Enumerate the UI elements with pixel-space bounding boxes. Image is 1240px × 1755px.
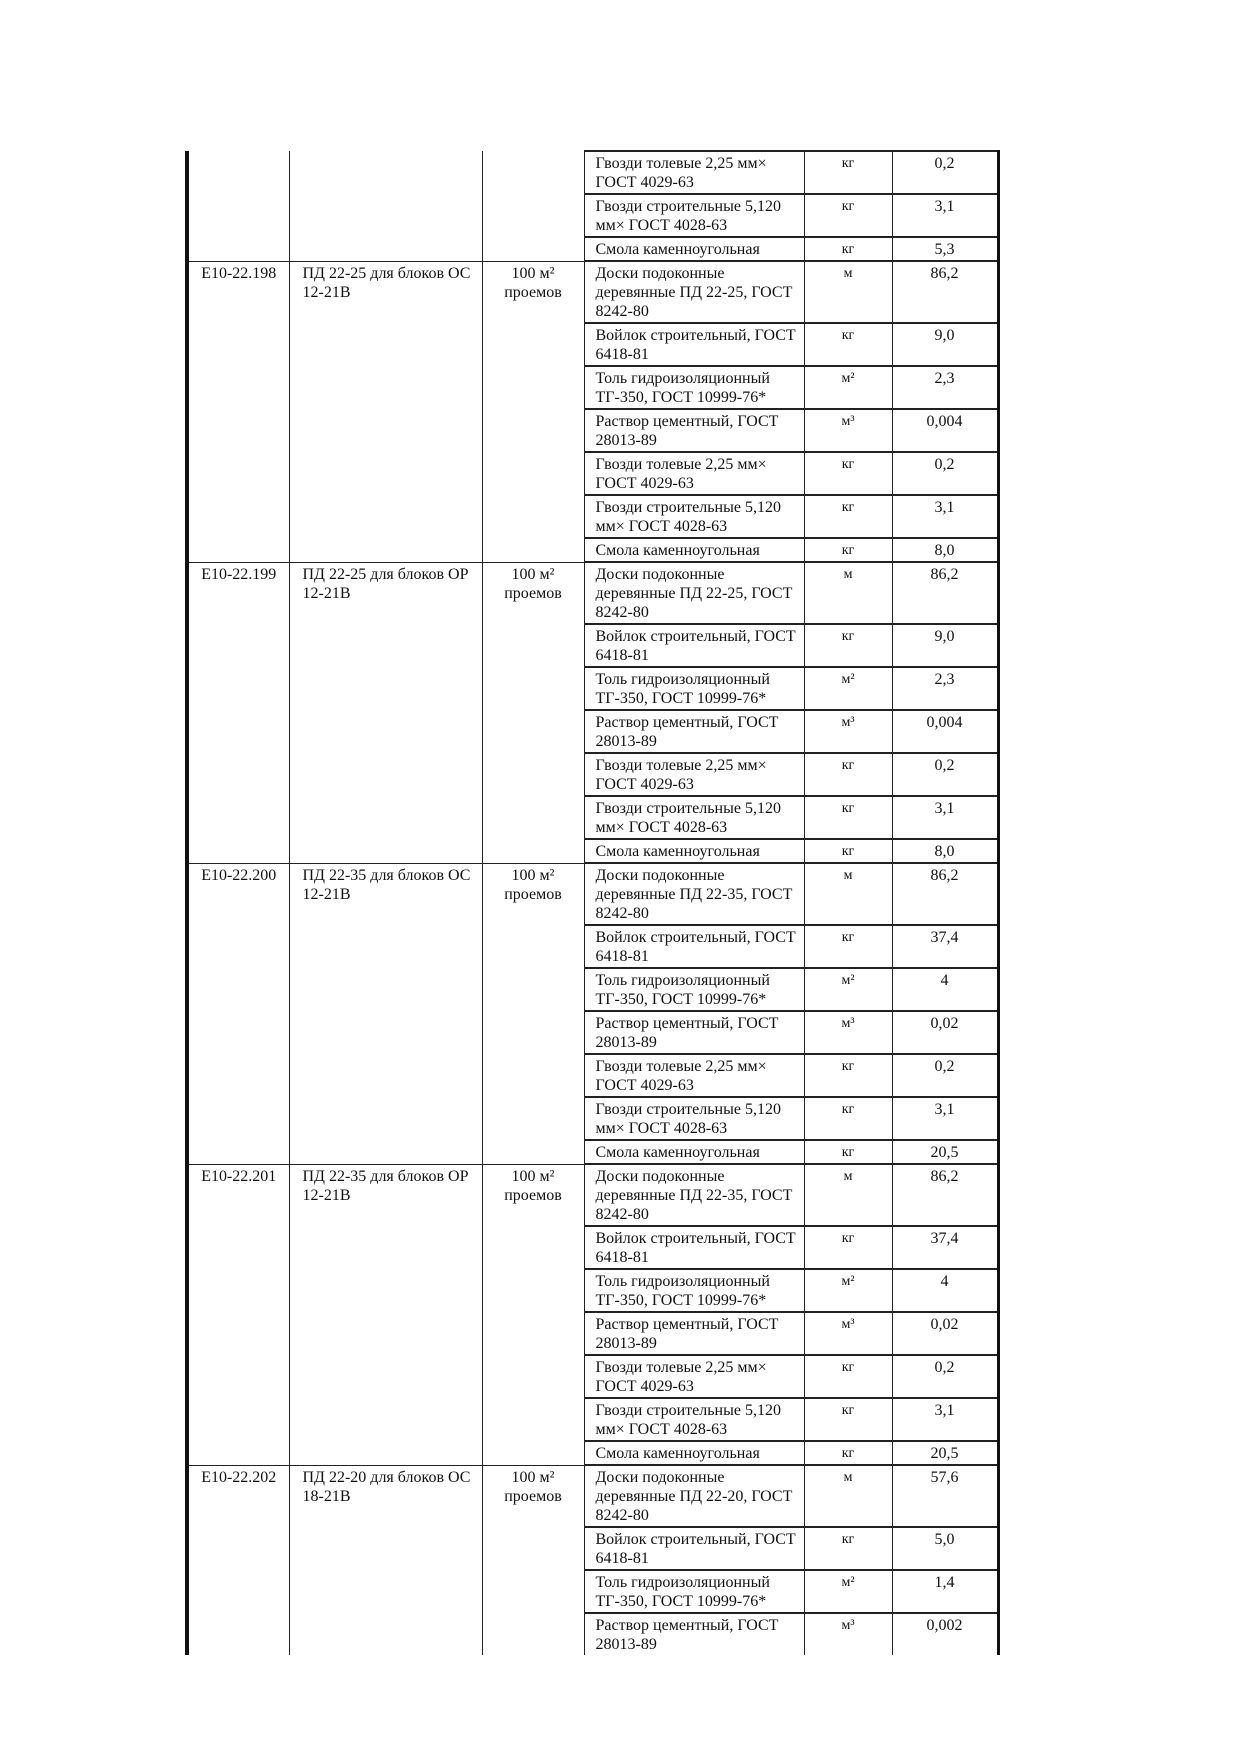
work-name-cell: [289, 1140, 482, 1164]
measure-unit-cell: [482, 753, 584, 796]
table-row: [187, 1226, 998, 1269]
material-qty-cell: 9,0: [892, 323, 998, 366]
material-name-cell: Раствор цементный, ГОСТ 28013-89: [584, 1312, 804, 1355]
table-body: [187, 151, 998, 1655]
table-row: [187, 710, 998, 753]
material-qty-cell: 3,1: [892, 1398, 998, 1441]
material-qty-cell: 86,2: [892, 261, 998, 323]
norm-code-cell: [187, 1527, 289, 1570]
material-unit-cell: м³: [804, 1613, 892, 1655]
table-row: [187, 1054, 998, 1097]
material-qty-cell: 2,3: [892, 667, 998, 710]
measure-unit-cell: [482, 1355, 584, 1398]
material-qty-cell: 0,2: [892, 1355, 998, 1398]
material-unit-cell: м³: [804, 409, 892, 452]
material-qty-cell: 8,0: [892, 538, 998, 562]
material-name-cell: Толь гидроизоляционный ТГ-350, ГОСТ 10999-76*: [584, 667, 804, 710]
material-name-cell: Раствор цементный, ГОСТ 28013-89: [584, 409, 804, 452]
material-unit-cell: кг: [804, 839, 892, 863]
work-name-cell: [289, 1226, 482, 1269]
work-name-cell: [289, 753, 482, 796]
norm-code-cell: [187, 624, 289, 667]
norm-code-cell: [187, 1054, 289, 1097]
work-name-cell: [289, 495, 482, 538]
measure-unit-cell: [482, 151, 584, 194]
measure-unit-cell: [482, 1312, 584, 1355]
work-name-cell: [289, 710, 482, 753]
material-norms-table: [185, 150, 1000, 1655]
table-row: [187, 1011, 998, 1054]
work-name-cell: [289, 624, 482, 667]
material-unit-cell: кг: [804, 495, 892, 538]
table-row: [187, 1355, 998, 1398]
norm-code-cell: [187, 839, 289, 863]
table-row: [187, 1164, 998, 1226]
material-unit-cell: кг: [804, 1140, 892, 1164]
table-row: [187, 1312, 998, 1355]
table-row: [187, 538, 998, 562]
work-name-cell: [289, 151, 482, 194]
table-row: [187, 261, 998, 323]
work-name-cell: ПД 22-25 для блоков ОС 12-21В: [289, 261, 482, 323]
table-row: [187, 562, 998, 624]
work-name-cell: ПД 22-25 для блоков ОР 12-21В: [289, 562, 482, 624]
material-qty-cell: 3,1: [892, 796, 998, 839]
material-name-cell: Гвозди строительные 5,120 мм× ГОСТ 4028-63: [584, 1097, 804, 1140]
material-name-cell: Толь гидроизоляционный ТГ-350, ГОСТ 10999-76*: [584, 1570, 804, 1613]
material-name-cell: Гвозди толевые 2,25 мм× ГОСТ 4029-63: [584, 151, 804, 194]
norm-code-cell: [187, 968, 289, 1011]
measure-unit-cell: [482, 452, 584, 495]
work-name-cell: ПД 22-20 для блоков ОС 18-21В: [289, 1465, 482, 1527]
work-name-cell: [289, 194, 482, 237]
norm-code-cell: [187, 1269, 289, 1312]
work-name-cell: [289, 1441, 482, 1465]
material-qty-cell: 3,1: [892, 1097, 998, 1140]
material-name-cell: Гвозди строительные 5,120 мм× ГОСТ 4028-63: [584, 495, 804, 538]
material-qty-cell: 86,2: [892, 1164, 998, 1226]
norm-code-cell: [187, 710, 289, 753]
material-unit-cell: кг: [804, 796, 892, 839]
material-name-cell: Гвозди строительные 5,120 мм× ГОСТ 4028-63: [584, 1398, 804, 1441]
material-unit-cell: кг: [804, 1527, 892, 1570]
norm-code-cell: [187, 323, 289, 366]
table-row: [187, 452, 998, 495]
norm-code-cell: [187, 237, 289, 261]
material-qty-cell: 5,3: [892, 237, 998, 261]
material-name-cell: Гвозди толевые 2,25 мм× ГОСТ 4029-63: [584, 753, 804, 796]
material-name-cell: Доски подоконные деревянные ПД 22-35, ГОСТ 8242-80: [584, 863, 804, 925]
material-unit-cell: м: [804, 863, 892, 925]
work-name-cell: [289, 1312, 482, 1355]
measure-unit-cell: 100 м² проемов: [482, 1164, 584, 1226]
material-unit-cell: кг: [804, 1226, 892, 1269]
material-name-cell: Доски подоконные деревянные ПД 22-20, ГОСТ 8242-80: [584, 1465, 804, 1527]
material-name-cell: Гвозди строительные 5,120 мм× ГОСТ 4028-63: [584, 796, 804, 839]
material-qty-cell: 2,3: [892, 366, 998, 409]
table-row: [187, 1527, 998, 1570]
norm-code-cell: [187, 151, 289, 194]
material-qty-cell: 0,004: [892, 409, 998, 452]
norm-code-cell: [187, 753, 289, 796]
measure-unit-cell: [482, 366, 584, 409]
table-row: [187, 925, 998, 968]
measure-unit-cell: [482, 710, 584, 753]
material-qty-cell: 4: [892, 968, 998, 1011]
norm-code-cell: Е10-22.201: [187, 1164, 289, 1226]
measure-unit-cell: [482, 839, 584, 863]
material-name-cell: Гвозди толевые 2,25 мм× ГОСТ 4029-63: [584, 1355, 804, 1398]
work-name-cell: [289, 366, 482, 409]
work-name-cell: [289, 409, 482, 452]
measure-unit-cell: 100 м² проемов: [482, 261, 584, 323]
work-name-cell: [289, 1398, 482, 1441]
measure-unit-cell: [482, 1570, 584, 1613]
table-row: [187, 667, 998, 710]
material-unit-cell: кг: [804, 151, 892, 194]
material-name-cell: Доски подоконные деревянные ПД 22-35, ГОСТ 8242-80: [584, 1164, 804, 1226]
material-qty-cell: 20,5: [892, 1140, 998, 1164]
work-name-cell: [289, 796, 482, 839]
measure-unit-cell: [482, 667, 584, 710]
material-name-cell: Войлок строительный, ГОСТ 6418-81: [584, 1527, 804, 1570]
measure-unit-cell: 100 м² проемов: [482, 562, 584, 624]
material-name-cell: Толь гидроизоляционный ТГ-350, ГОСТ 10999-76*: [584, 1269, 804, 1312]
norm-code-cell: [187, 1011, 289, 1054]
material-qty-cell: 86,2: [892, 562, 998, 624]
norm-code-cell: [187, 194, 289, 237]
material-qty-cell: 0,002: [892, 1613, 998, 1655]
material-unit-cell: м: [804, 1164, 892, 1226]
material-unit-cell: м³: [804, 1312, 892, 1355]
material-unit-cell: м²: [804, 667, 892, 710]
table-row: [187, 1570, 998, 1613]
material-name-cell: Раствор цементный, ГОСТ 28013-89: [584, 1011, 804, 1054]
table-row: [187, 366, 998, 409]
material-qty-cell: 8,0: [892, 839, 998, 863]
material-unit-cell: м³: [804, 1011, 892, 1054]
material-name-cell: Раствор цементный, ГОСТ 28013-89: [584, 710, 804, 753]
work-name-cell: ПД 22-35 для блоков ОР 12-21В: [289, 1164, 482, 1226]
work-name-cell: [289, 1613, 482, 1655]
material-unit-cell: кг: [804, 452, 892, 495]
measure-unit-cell: [482, 237, 584, 261]
measure-unit-cell: [482, 1613, 584, 1655]
norm-code-cell: Е10-22.198: [187, 261, 289, 323]
material-name-cell: Смола каменноугольная: [584, 1140, 804, 1164]
material-unit-cell: кг: [804, 753, 892, 796]
material-unit-cell: м: [804, 261, 892, 323]
norm-code-cell: [187, 366, 289, 409]
material-name-cell: Смола каменноугольная: [584, 237, 804, 261]
norm-code-cell: [187, 1613, 289, 1655]
material-name-cell: Войлок строительный, ГОСТ 6418-81: [584, 925, 804, 968]
table-row: [187, 495, 998, 538]
work-name-cell: ПД 22-35 для блоков ОС 12-21В: [289, 863, 482, 925]
material-name-cell: Войлок строительный, ГОСТ 6418-81: [584, 323, 804, 366]
material-unit-cell: м: [804, 1465, 892, 1527]
material-qty-cell: 9,0: [892, 624, 998, 667]
material-qty-cell: 3,1: [892, 495, 998, 538]
table-row: [187, 323, 998, 366]
material-name-cell: Смола каменноугольная: [584, 538, 804, 562]
material-qty-cell: 5,0: [892, 1527, 998, 1570]
table-row: [187, 968, 998, 1011]
norm-code-cell: Е10-22.199: [187, 562, 289, 624]
measure-unit-cell: [482, 1011, 584, 1054]
material-qty-cell: 4: [892, 1269, 998, 1312]
measure-unit-cell: [482, 1269, 584, 1312]
norm-code-cell: [187, 1355, 289, 1398]
material-qty-cell: 3,1: [892, 194, 998, 237]
material-qty-cell: 0,004: [892, 710, 998, 753]
measure-unit-cell: [482, 1441, 584, 1465]
norm-code-cell: [187, 1441, 289, 1465]
table-row: [187, 1441, 998, 1465]
material-name-cell: Доски подоконные деревянные ПД 22-25, ГОСТ 8242-80: [584, 261, 804, 323]
table-row: [187, 1398, 998, 1441]
table-row: [187, 624, 998, 667]
norm-code-cell: [187, 1398, 289, 1441]
material-name-cell: Войлок строительный, ГОСТ 6418-81: [584, 1226, 804, 1269]
measure-unit-cell: [482, 1527, 584, 1570]
norm-code-cell: Е10-22.200: [187, 863, 289, 925]
material-unit-cell: кг: [804, 1054, 892, 1097]
table-row: [187, 1269, 998, 1312]
norm-code-cell: [187, 1140, 289, 1164]
work-name-cell: [289, 1570, 482, 1613]
norm-code-cell: [187, 452, 289, 495]
table-row: [187, 796, 998, 839]
work-name-cell: [289, 323, 482, 366]
material-name-cell: Гвозди строительные 5,120 мм× ГОСТ 4028-63: [584, 194, 804, 237]
material-qty-cell: 0,2: [892, 753, 998, 796]
measure-unit-cell: [482, 323, 584, 366]
work-name-cell: [289, 1011, 482, 1054]
measure-unit-cell: 100 м² проемов: [482, 863, 584, 925]
norm-code-cell: Е10-22.202: [187, 1465, 289, 1527]
work-name-cell: [289, 968, 482, 1011]
material-unit-cell: кг: [804, 925, 892, 968]
work-name-cell: [289, 452, 482, 495]
material-name-cell: Смола каменноугольная: [584, 1441, 804, 1465]
material-unit-cell: кг: [804, 1097, 892, 1140]
material-qty-cell: 86,2: [892, 863, 998, 925]
table-row: [187, 151, 998, 194]
work-name-cell: [289, 1097, 482, 1140]
norm-code-cell: [187, 1226, 289, 1269]
norm-code-cell: [187, 925, 289, 968]
table-row: [187, 194, 998, 237]
material-name-cell: Доски подоконные деревянные ПД 22-25, ГОСТ 8242-80: [584, 562, 804, 624]
material-unit-cell: кг: [804, 538, 892, 562]
measure-unit-cell: [482, 925, 584, 968]
material-unit-cell: кг: [804, 1441, 892, 1465]
material-unit-cell: м²: [804, 366, 892, 409]
work-name-cell: [289, 538, 482, 562]
norm-code-cell: [187, 667, 289, 710]
norm-code-cell: [187, 538, 289, 562]
material-unit-cell: кг: [804, 1398, 892, 1441]
measure-unit-cell: [482, 538, 584, 562]
material-name-cell: Смола каменноугольная: [584, 839, 804, 863]
norm-code-cell: [187, 1570, 289, 1613]
table-row: [187, 839, 998, 863]
measure-unit-cell: [482, 1097, 584, 1140]
measure-unit-cell: [482, 1226, 584, 1269]
material-qty-cell: 0,2: [892, 1054, 998, 1097]
work-name-cell: [289, 839, 482, 863]
norm-code-cell: [187, 495, 289, 538]
material-qty-cell: 0,2: [892, 151, 998, 194]
norm-code-cell: [187, 409, 289, 452]
measure-unit-cell: [482, 1054, 584, 1097]
table-row: [187, 237, 998, 261]
work-name-cell: [289, 237, 482, 261]
table-row: [187, 1465, 998, 1527]
measure-unit-cell: [482, 1398, 584, 1441]
material-name-cell: Раствор цементный, ГОСТ 28013-89: [584, 1613, 804, 1655]
table-row: [187, 1097, 998, 1140]
work-name-cell: [289, 1269, 482, 1312]
material-unit-cell: м: [804, 562, 892, 624]
material-unit-cell: м³: [804, 710, 892, 753]
material-qty-cell: 37,4: [892, 925, 998, 968]
norms-table-sheet: [185, 150, 996, 1655]
material-unit-cell: кг: [804, 624, 892, 667]
material-name-cell: Толь гидроизоляционный ТГ-350, ГОСТ 10999-76*: [584, 366, 804, 409]
material-name-cell: Гвозди толевые 2,25 мм× ГОСТ 4029-63: [584, 1054, 804, 1097]
measure-unit-cell: [482, 409, 584, 452]
measure-unit-cell: 100 м² проемов: [482, 1465, 584, 1527]
material-qty-cell: 57,6: [892, 1465, 998, 1527]
measure-unit-cell: [482, 796, 584, 839]
measure-unit-cell: [482, 495, 584, 538]
norm-code-cell: [187, 1097, 289, 1140]
material-name-cell: Гвозди толевые 2,25 мм× ГОСТ 4029-63: [584, 452, 804, 495]
work-name-cell: [289, 1355, 482, 1398]
table-row: [187, 1140, 998, 1164]
material-unit-cell: кг: [804, 1355, 892, 1398]
measure-unit-cell: [482, 1140, 584, 1164]
material-unit-cell: кг: [804, 194, 892, 237]
measure-unit-cell: [482, 624, 584, 667]
work-name-cell: [289, 1527, 482, 1570]
measure-unit-cell: [482, 194, 584, 237]
table-row: [187, 1613, 998, 1655]
table-row: [187, 409, 998, 452]
material-name-cell: Войлок строительный, ГОСТ 6418-81: [584, 624, 804, 667]
material-unit-cell: м²: [804, 1570, 892, 1613]
material-qty-cell: 0,02: [892, 1011, 998, 1054]
measure-unit-cell: [482, 968, 584, 1011]
material-qty-cell: 0,2: [892, 452, 998, 495]
material-qty-cell: 0,02: [892, 1312, 998, 1355]
material-unit-cell: м²: [804, 968, 892, 1011]
table-row: [187, 863, 998, 925]
material-unit-cell: кг: [804, 237, 892, 261]
material-name-cell: Толь гидроизоляционный ТГ-350, ГОСТ 10999-76*: [584, 968, 804, 1011]
material-unit-cell: кг: [804, 323, 892, 366]
norm-code-cell: [187, 1312, 289, 1355]
material-qty-cell: 37,4: [892, 1226, 998, 1269]
work-name-cell: [289, 667, 482, 710]
material-qty-cell: 1,4: [892, 1570, 998, 1613]
material-qty-cell: 20,5: [892, 1441, 998, 1465]
norm-code-cell: [187, 796, 289, 839]
material-unit-cell: м²: [804, 1269, 892, 1312]
table-row: [187, 753, 998, 796]
work-name-cell: [289, 1054, 482, 1097]
work-name-cell: [289, 925, 482, 968]
